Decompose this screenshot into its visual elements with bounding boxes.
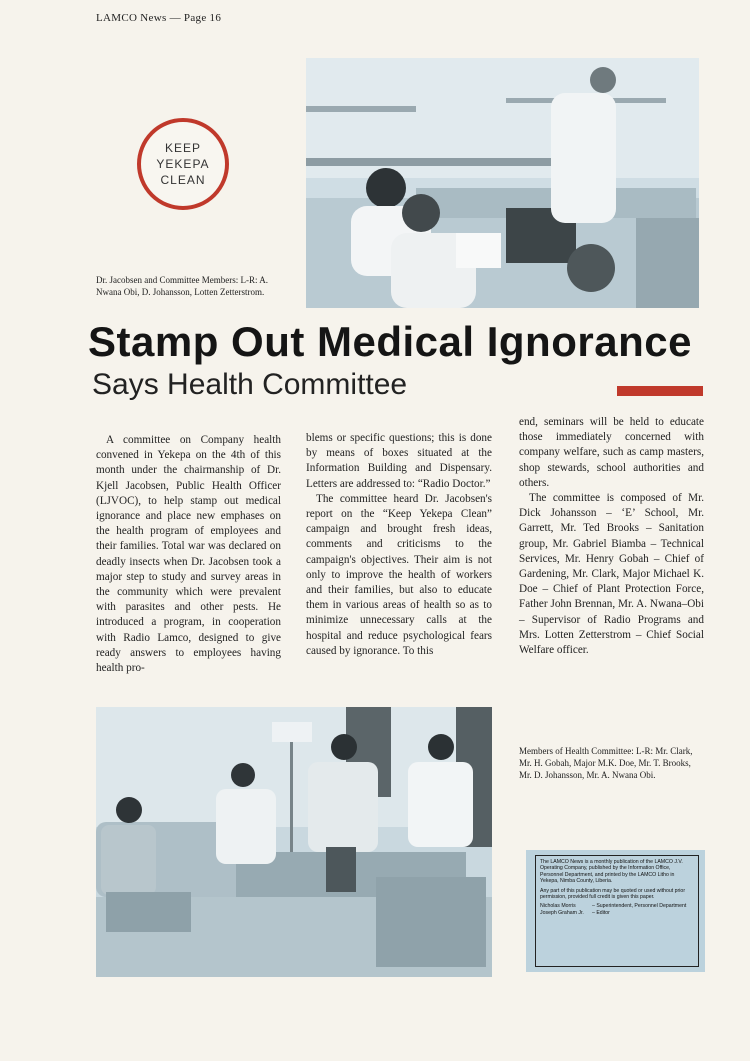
article-paragraph: The committee heard Dr. Jacobsen's report on the “Keep Yekepa Clean” campaign and brought fresh ideas, comments and criticisms to the campaign's objectives. Their aim is not only to improve the health of workers and their families, but also to educate them in various areas of health so as to minimize unnecessary calls at the hospital and reduce psychological fears caused by ignorance. To this — [306, 492, 492, 657]
staff-role: – Editor — [592, 909, 610, 916]
badge-line-3: CLEAN — [160, 173, 206, 187]
article-paragraph: blems or specific questions; this is done by means of boxes situated at the Information Building and Dispensary. Letters are addressed to: “Radio Doctor.” — [306, 432, 492, 490]
badge-line-1: KEEP — [164, 141, 201, 155]
subheadline: Says Health Committee — [92, 368, 408, 401]
article-column-1 — [96, 433, 281, 676]
photo1-caption: Dr. Jacobsen and Committee Members: L-R: A. Nwana Obi, D. Johansson, Lotten Zetterstrom. — [96, 275, 268, 297]
committee-members-photo — [96, 707, 492, 977]
committee-office-photo — [306, 58, 699, 308]
committee-office-photo-image — [306, 58, 699, 308]
page-header: LAMCO News — Page 16 — [96, 12, 222, 24]
photo2-caption: Members of Health Committee: L-R: Mr. Clark, Mr. H. Gobah, Major M.K. Doe, Mr. T. Brooks, Mr. D. Johansson, Mr. A. Nwana Obi. — [519, 746, 693, 780]
staff-name: Nicholas Morris — [540, 903, 576, 910]
headline: Stamp Out Medical Ignorance — [88, 318, 692, 365]
article-paragraph: A committee on Company health convened in Yekepa on the 4th of this month under the chairmanship of Dr. Kjell Jacobsen, Public Health Officer (LJVOC), to help stamp out medical ignorance and place new emphases on the health program of employees and their families. Total war was declared on deadly insects when Dr. Jacobsen took a major step to study and survey areas in the community which were prevalent with parasites and other pests. He introduced a program, in cooperation with Radio Lamco, designed to give ready answers to employees having health pro- — [96, 434, 281, 675]
staff-row — [540, 910, 694, 916]
staff-role: – Superintendent, Personnel Department — [592, 903, 687, 910]
keep-yekepa-clean-badge — [137, 118, 229, 210]
staff-name: Joseph Graham Jr. — [540, 909, 584, 916]
article-paragraph: The committee is composed of Mr. Dick Johansson – ‘E’ School, Mr. Garrett, Mr. Ted Brooks – Sanitation group, Mr. Gabriel Biamba – Technical Services, Mr. Henry Gobah – Chief of Gardening, Mr. Clark, Major Michael K. Doe – Chief of Plant Protection Force, Father John Brennan, Mr. A. Nwana–Obi – Supervisor of Radio Programs and Mrs. Lotten Zetterstrom – Chief Social Welfare officer. — [519, 492, 704, 657]
article-paragraph: end, seminars will be held to educate those immediately concerned with company welfare, such as camp masters, shop stewards, school authorities and others. — [519, 416, 704, 489]
article-column-2 — [306, 431, 492, 659]
committee-members-photo-image — [96, 707, 492, 977]
accent-red-bar — [617, 386, 703, 396]
masthead-paragraph-2: Any part of this publication may be quoted or used without prior permission, provided full credit is given this paper. — [540, 887, 686, 901]
masthead-paragraph-1: The LAMCO News is a monthly publication of the LAMCO J.V. Operating Company, published by the Information Office, Personnel Department, and printed by the LAMCO Litho in Yekepa, Nimba County, Liberia. — [540, 859, 683, 885]
masthead-panel — [535, 855, 699, 967]
masthead-box — [526, 850, 705, 972]
badge-line-2: YEKEPA — [156, 157, 210, 171]
article-column-3 — [519, 415, 704, 658]
